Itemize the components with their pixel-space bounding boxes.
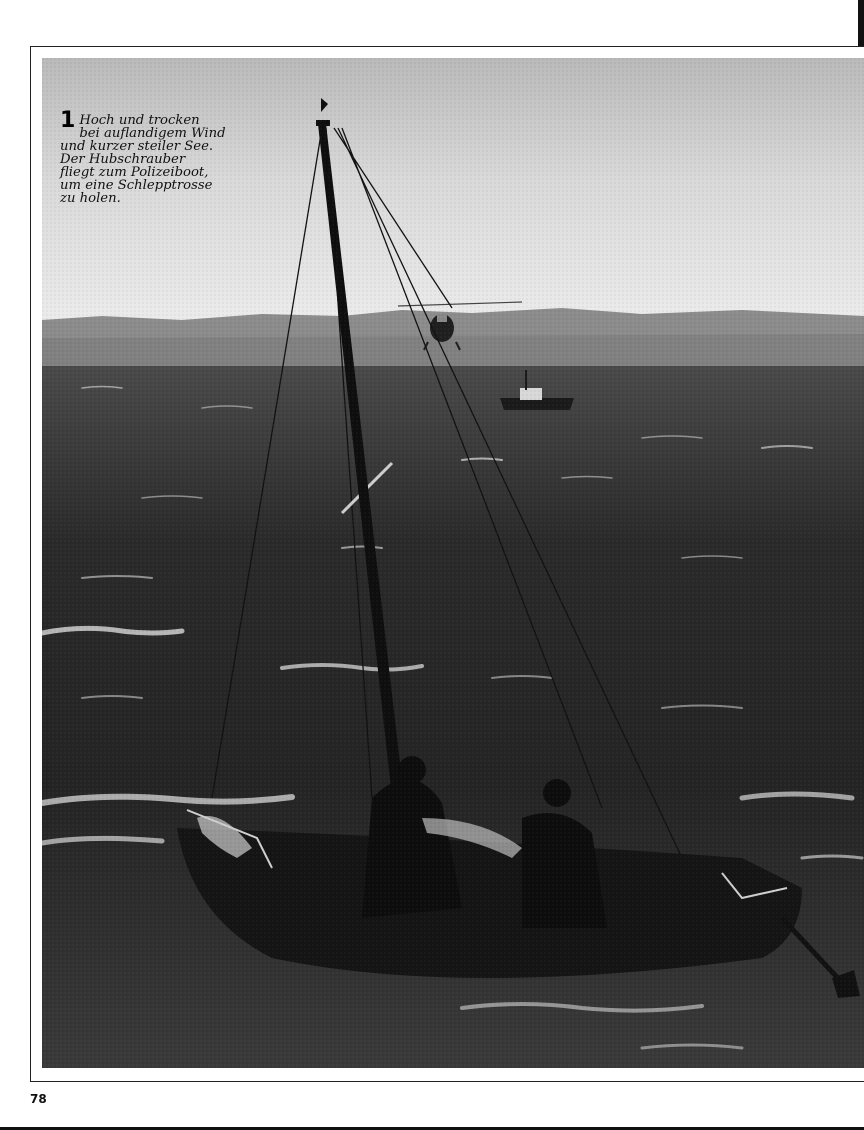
frame-rule-bottom <box>30 1081 864 1082</box>
page-number: 78 <box>30 1092 47 1106</box>
frame-rule-top <box>30 46 864 47</box>
caption-line: Hoch und trocken <box>79 113 200 128</box>
frame-rule-left <box>30 46 31 1082</box>
caption-line: fliegt zum Polizeiboot, <box>60 165 209 180</box>
sailboat-rescue-photo <box>42 58 864 1068</box>
caption-line: um eine Schlepptrosse <box>60 178 213 193</box>
caption-line: bei auflandigem Wind <box>79 126 226 141</box>
caption-line: und kurzer steiler See. <box>60 139 214 154</box>
caption-line: zu holen. <box>60 191 121 206</box>
caption-line: Der Hubschrauber <box>60 152 186 167</box>
caption-number: 1 <box>60 108 76 133</box>
page-edge-right <box>858 0 864 46</box>
photo-caption <box>60 108 230 206</box>
